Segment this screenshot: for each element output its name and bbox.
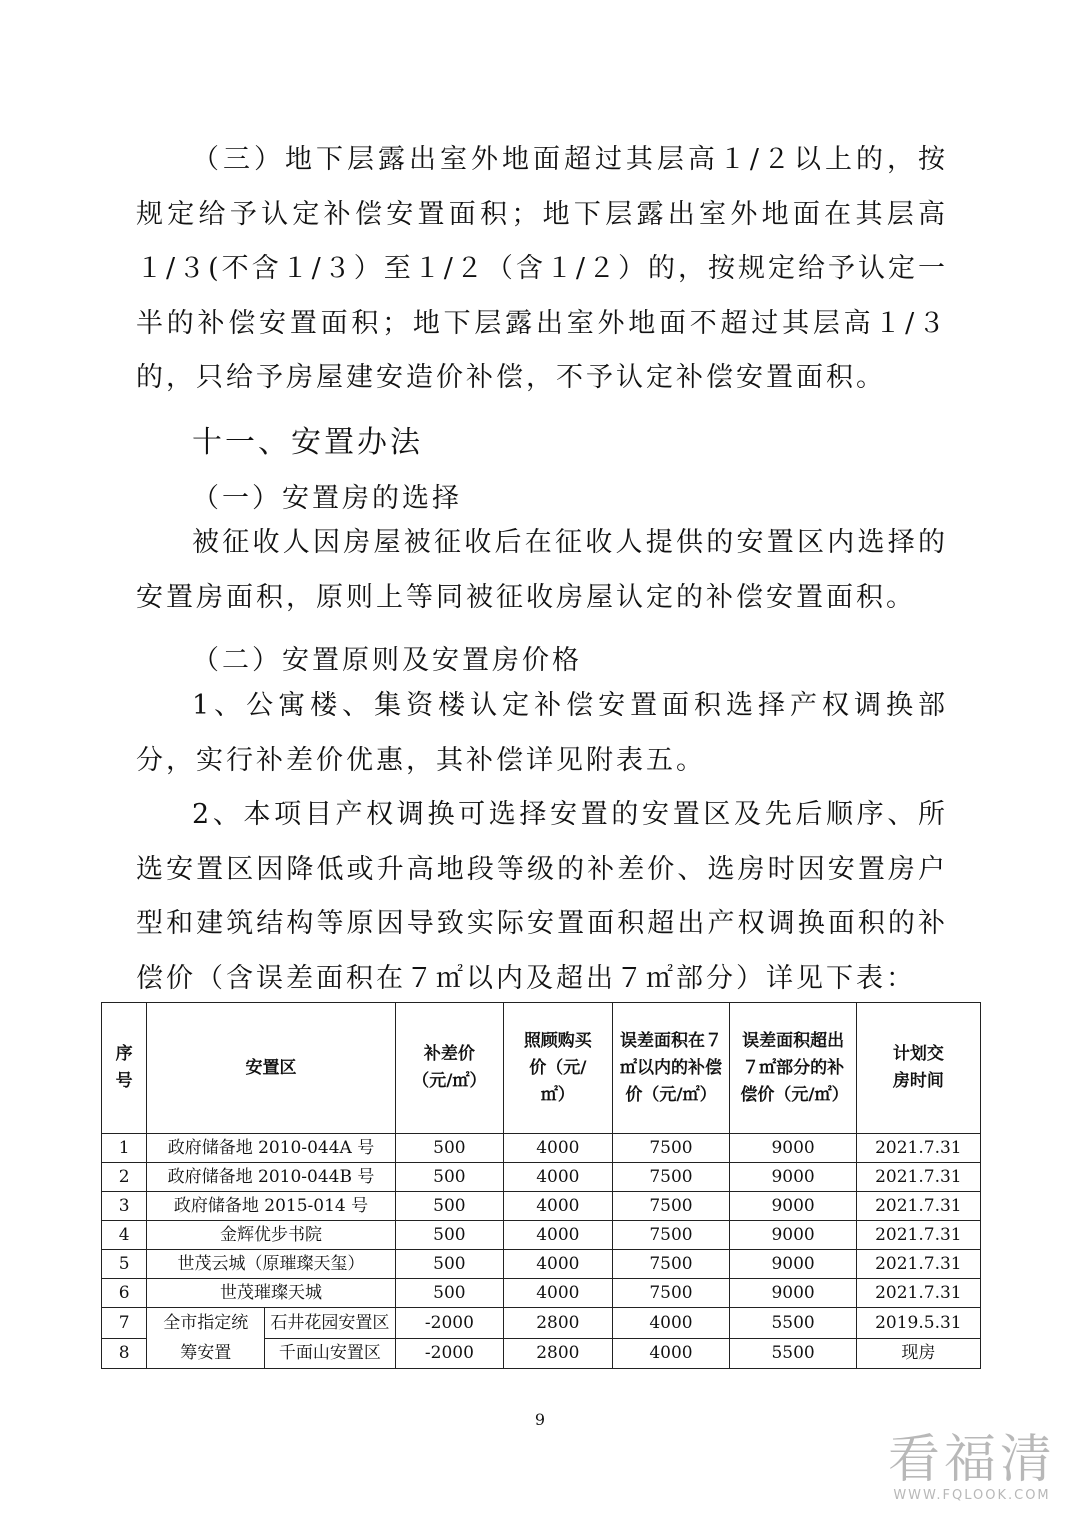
- cell-seq: 2: [102, 1163, 147, 1192]
- table-row: [102, 1279, 981, 1308]
- cell-within7: 7500: [612, 1279, 730, 1308]
- cell-over7: 9000: [730, 1279, 856, 1308]
- cell-diff: -2000: [395, 1338, 503, 1369]
- cell-area: 政府储备地 2010-044B 号: [147, 1163, 395, 1192]
- cell-over7: 9000: [730, 1134, 856, 1163]
- cell-within7: 7500: [612, 1134, 730, 1163]
- cell-area: 政府储备地 2010-044A 号: [147, 1134, 395, 1163]
- cell-within7: 4000: [612, 1308, 730, 1339]
- cell-area: 石井花园安置区: [265, 1308, 396, 1339]
- cell-date: 2021.7.31: [856, 1192, 980, 1221]
- cell-diff: -2000: [395, 1308, 503, 1339]
- section-heading-resettlement: 十一、安置办法: [192, 425, 423, 460]
- header-delivery-date: 计划交房时间: [856, 1003, 980, 1134]
- cell-care: 4000: [504, 1250, 612, 1279]
- header-seq: 序号: [102, 1003, 147, 1134]
- cell-seq: 5: [102, 1250, 147, 1279]
- watermark: [888, 1432, 1056, 1503]
- cell-area: 千面山安置区: [265, 1338, 396, 1369]
- cell-within7: 7500: [612, 1221, 730, 1250]
- cell-seq: 3: [102, 1192, 147, 1221]
- cell-care: 4000: [504, 1134, 612, 1163]
- header-within7-price: 误差面积在７㎡以内的补偿价（元/㎡）: [612, 1003, 730, 1134]
- cell-date: 现房: [856, 1338, 980, 1369]
- paragraph-basement-rules: （三）地下层露出室外地面超过其层高１/２以上的，按规定给予认定补偿安置面积；地下层露出室外地面在其层高１/３(不含１/３）至１/２（含１/２）的，按规定给予认定一半的补偿安置面积；地下层露出室外地面不超过其层高１/３的，只给予房屋建安造价补偿，不予认定补偿安置面积。: [136, 144, 948, 394]
- cell-over7: 5500: [730, 1338, 856, 1369]
- cell-date: 2021.7.31: [856, 1163, 980, 1192]
- cell-seq: 1: [102, 1134, 147, 1163]
- cell-area: 世茂云城（原璀璨天玺）: [147, 1250, 395, 1279]
- cell-date: 2021.7.31: [856, 1134, 980, 1163]
- cell-care: 2800: [504, 1308, 612, 1339]
- cell-date: 2019.5.31: [856, 1308, 980, 1339]
- cell-seq: 4: [102, 1221, 147, 1250]
- cell-diff: 500: [395, 1134, 503, 1163]
- cell-diff: 500: [395, 1163, 503, 1192]
- paragraph-housing-choice: 被征收人因房屋被征收后在征收人提供的安置区内选择的安置房面积，原则上等同被征收房屋认定的补偿安置面积。: [136, 527, 948, 613]
- table-header-row: [102, 1003, 981, 1134]
- cell-diff: 500: [395, 1192, 503, 1221]
- watermark-logo-text: 看福清: [887, 1430, 1056, 1490]
- paragraph-resettlement-areas: 2、本项目产权调换可选择安置的安置区及先后顺序、所选安置区因降低或升高地段等级的补差价、选房时因安置房户型和建筑结构等原因导致实际安置面积超出产权调换面积的补偿价（含误差面积在７㎡以内及超出７㎡部分）详见下表：: [136, 799, 948, 994]
- cell-over7: 9000: [730, 1250, 856, 1279]
- table-row: [102, 1134, 981, 1163]
- header-area: 安置区: [147, 1003, 395, 1134]
- cell-diff: 500: [395, 1250, 503, 1279]
- paragraph-apartment-rule: 1、公寓楼、集资楼认定补偿安置面积选择产权调换部分，实行补差价优惠，其补偿详见附表五。: [136, 690, 948, 776]
- resettlement-price-table: [101, 1002, 981, 1369]
- header-over7-price: 误差面积超出７㎡部分的补偿价（元/㎡）: [730, 1003, 856, 1134]
- table-row: [102, 1221, 981, 1250]
- subheading-principles-price: （二）安置原则及安置房价格: [192, 645, 582, 676]
- cell-date: 2021.7.31: [856, 1221, 980, 1250]
- cell-date: 2021.7.31: [856, 1279, 980, 1308]
- cell-care: 4000: [504, 1279, 612, 1308]
- cell-seq: 6: [102, 1279, 147, 1308]
- cell-seq: 7: [102, 1308, 147, 1339]
- cell-within7: 7500: [612, 1192, 730, 1221]
- table-row: [102, 1250, 981, 1279]
- cell-within7: 4000: [612, 1338, 730, 1369]
- watermark-url: WWW.FQLOOK.COM: [893, 1488, 1051, 1503]
- cell-over7: 5500: [730, 1308, 856, 1339]
- table-row: [102, 1163, 981, 1192]
- cell-area: 金辉优步书院: [147, 1221, 395, 1250]
- cell-area: 世茂璀璨天城: [147, 1279, 395, 1308]
- cell-date: 2021.7.31: [856, 1250, 980, 1279]
- cell-over7: 9000: [730, 1221, 856, 1250]
- table-row: [102, 1308, 981, 1339]
- header-care-price: 照顾购买价（元/㎡）: [504, 1003, 612, 1134]
- cell-diff: 500: [395, 1221, 503, 1250]
- header-diff-price: 补差价（元/㎡）: [395, 1003, 503, 1134]
- page-number: 9: [534, 1410, 546, 1429]
- cell-care: 4000: [504, 1192, 612, 1221]
- cell-area: 政府储备地 2015-014 号: [147, 1192, 395, 1221]
- cell-seq: 8: [102, 1338, 147, 1369]
- cell-over7: 9000: [730, 1192, 856, 1221]
- cell-care: 2800: [504, 1338, 612, 1369]
- cell-care: 4000: [504, 1221, 612, 1250]
- cell-over7: 9000: [730, 1163, 856, 1192]
- table-row: [102, 1192, 981, 1221]
- cell-diff: 500: [395, 1279, 503, 1308]
- cell-within7: 7500: [612, 1250, 730, 1279]
- cell-group-citywide: 全市指定统筹安置: [147, 1308, 265, 1369]
- cell-care: 4000: [504, 1163, 612, 1192]
- subheading-housing-choice: （一）安置房的选择: [192, 483, 462, 514]
- cell-within7: 7500: [612, 1163, 730, 1192]
